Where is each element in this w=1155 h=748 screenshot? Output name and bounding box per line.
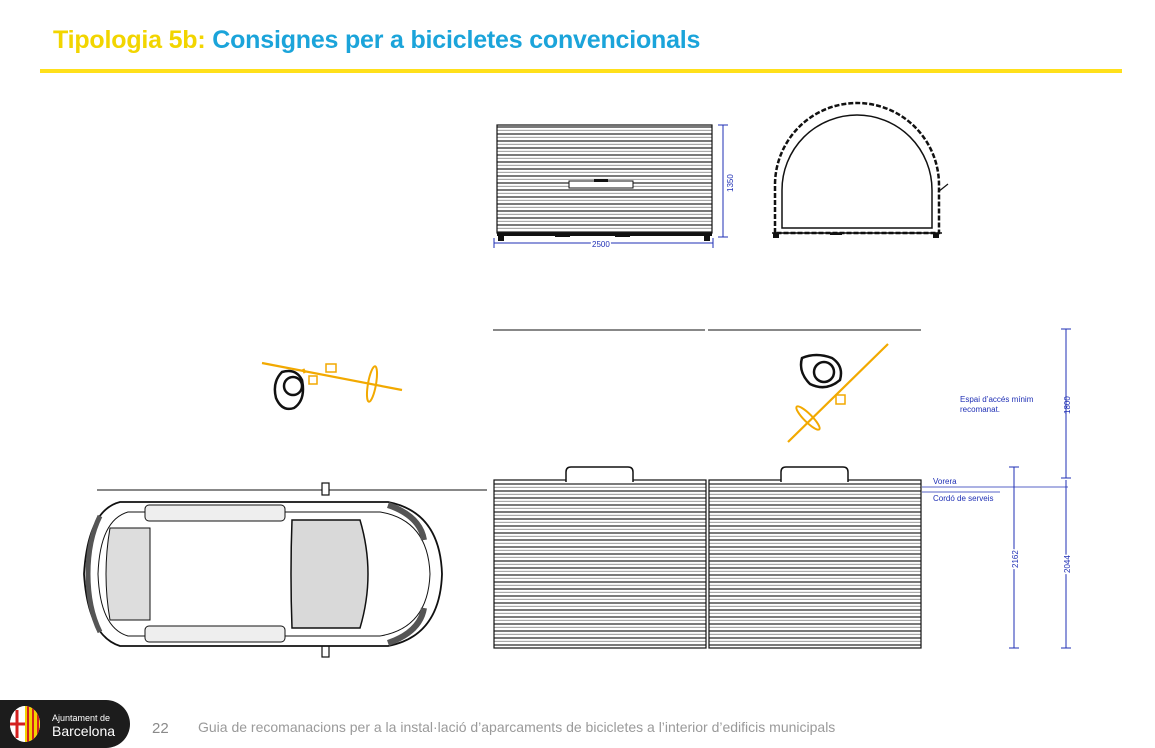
sidewalk-lines <box>922 487 1068 492</box>
title-prefix: Tipologia 5b: <box>53 26 206 54</box>
dim-2162-label: 2162 <box>1011 550 1020 568</box>
annotation-access: Espai d’accés mínim <box>960 395 1034 404</box>
logo-line1: Ajuntament de <box>52 713 111 723</box>
car-plan-view <box>84 483 442 657</box>
locker-front-elevation <box>497 125 712 241</box>
city-shield-icon <box>10 706 40 742</box>
locker-side-elevation <box>772 103 948 238</box>
annotation-sidewalk: Vorera <box>933 477 957 486</box>
annotation-curb: Cordó de serveis <box>933 494 994 503</box>
dim-1350-label: 1350 <box>726 174 735 192</box>
logo-line2: Barcelona <box>52 723 116 739</box>
dim-1800-label: 1800 <box>1063 396 1072 414</box>
dim-2044-label: 2044 <box>1063 555 1072 573</box>
dim-2500-label: 2500 <box>592 240 610 249</box>
page-number: 22 <box>152 720 169 737</box>
footer-text: Guia de recomanacions per a la instal·lació d’aparcaments de bicicletes a l’interior d’edificis municipals <box>198 719 836 735</box>
title-main: Consignes per a bicicletes convencionals <box>212 26 701 54</box>
barcelona-logo <box>0 700 130 748</box>
cyclist-left <box>262 363 402 409</box>
cyclist-right <box>788 344 888 442</box>
locker-plan-left <box>494 467 706 648</box>
annotation-access-2: recomanat. <box>960 405 1001 414</box>
locker-plan-right <box>709 467 921 648</box>
